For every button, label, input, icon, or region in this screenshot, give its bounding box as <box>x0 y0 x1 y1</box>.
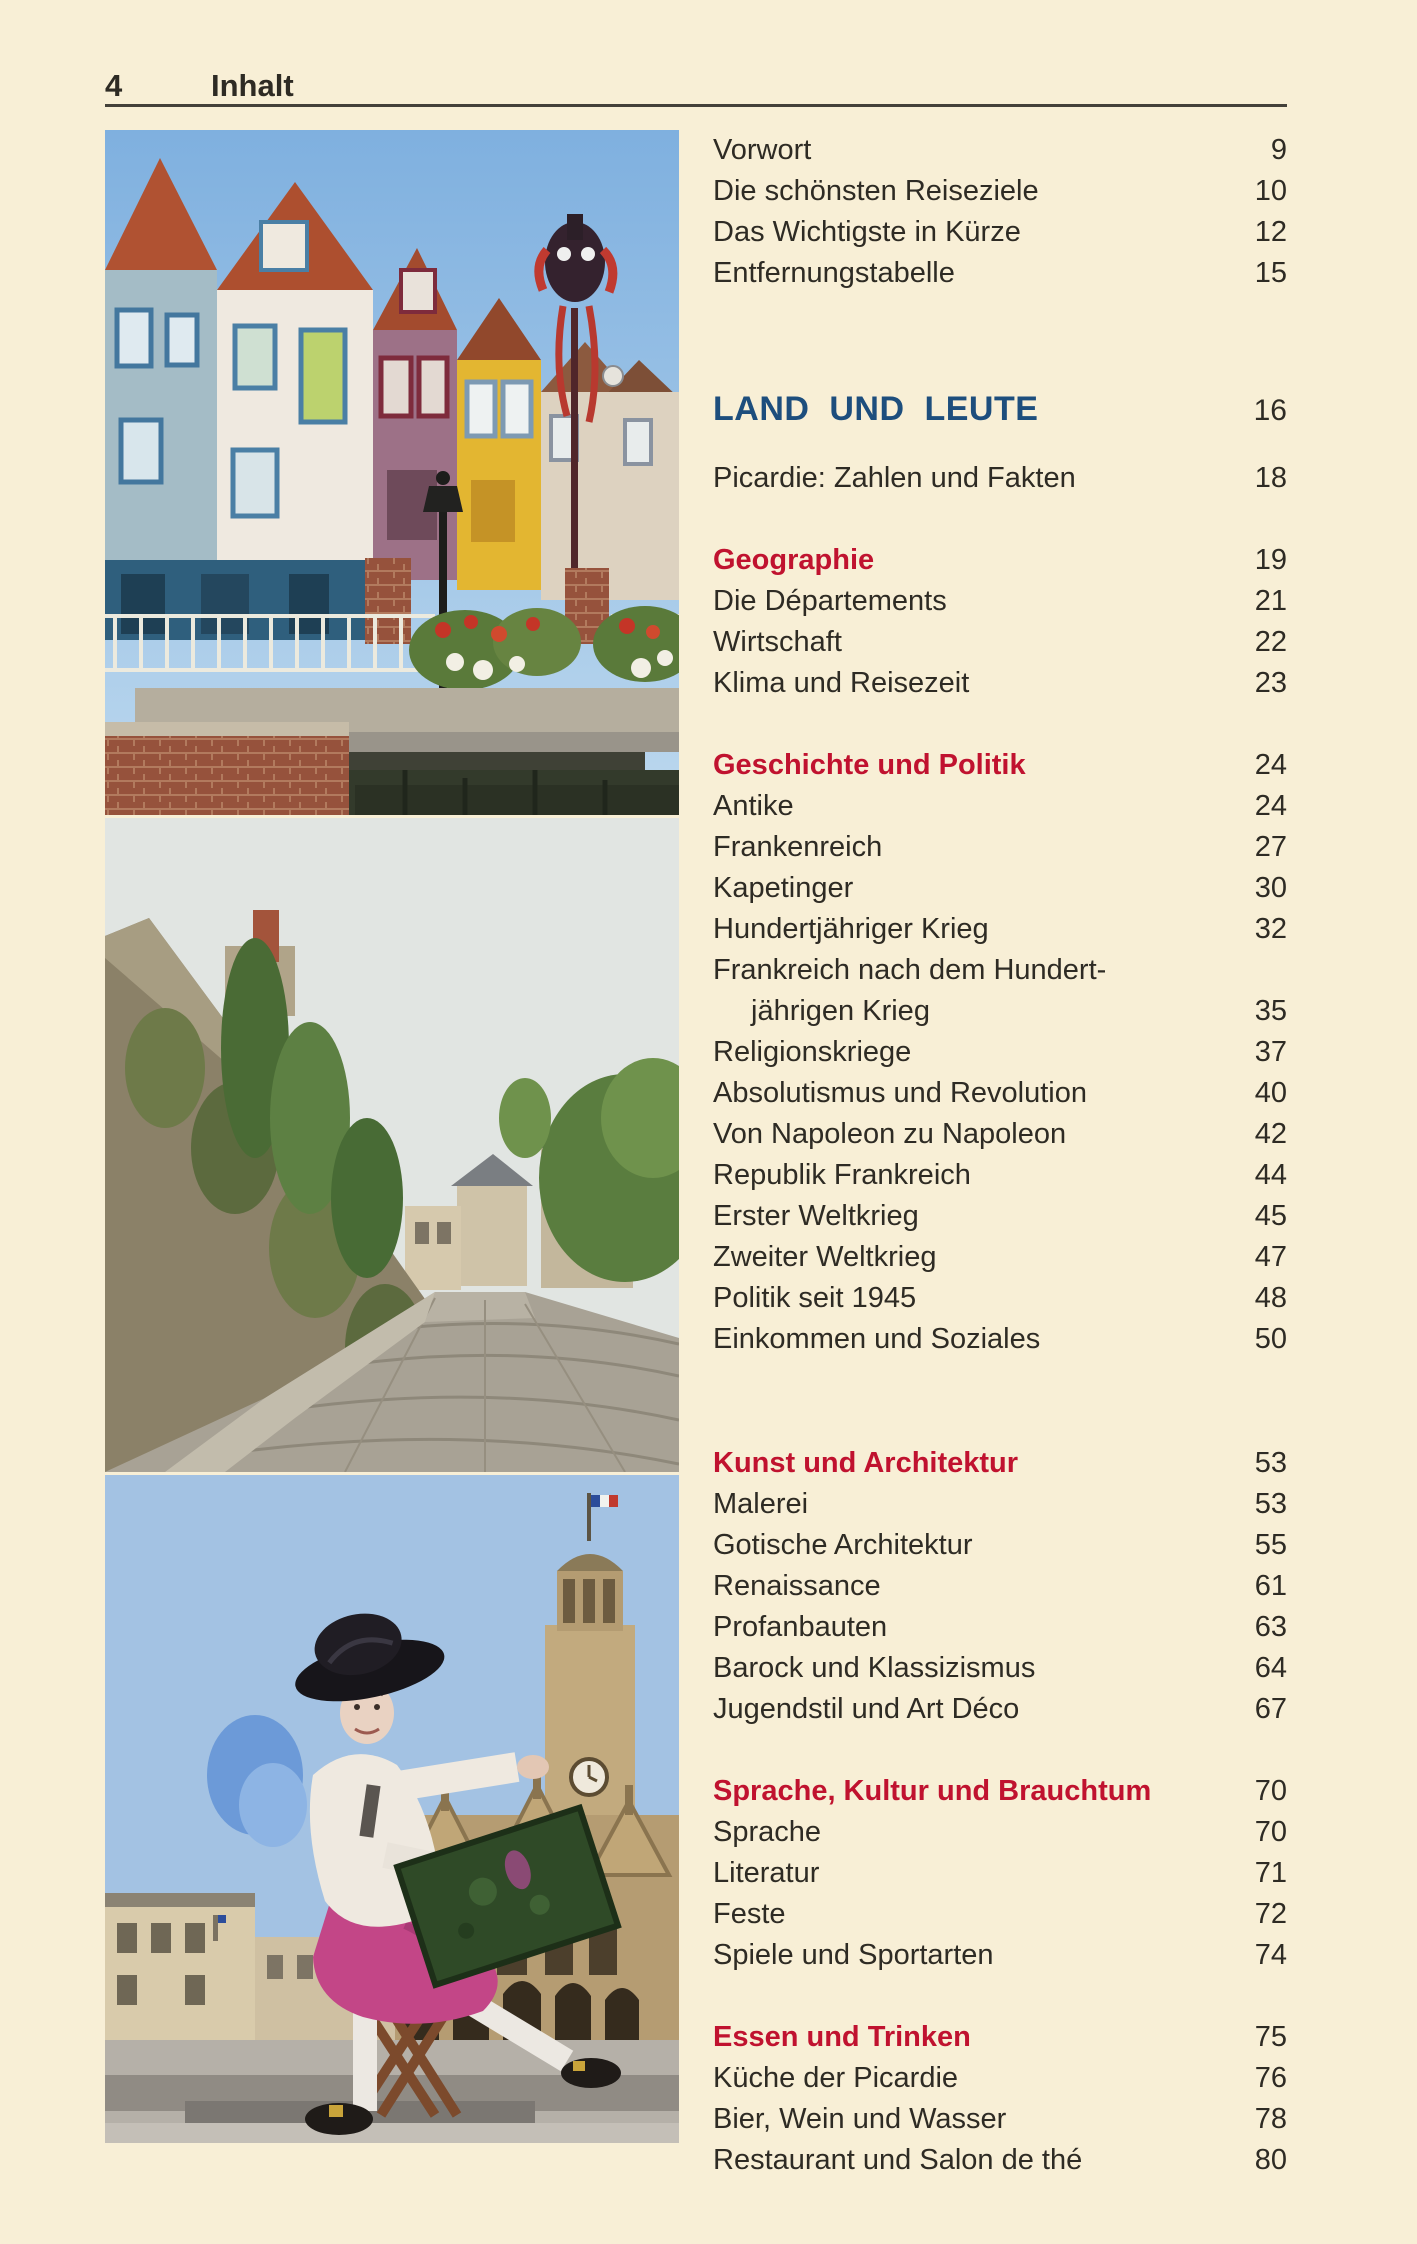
toc-entry <box>713 1319 1287 1360</box>
toc-entry-label: Restaurant und Salon de thé <box>713 2144 1083 2176</box>
toc-entry-page: 61 <box>1254 1570 1287 1602</box>
toc-entry-label: Erster Weltkrieg <box>713 1200 919 1232</box>
toc-entry <box>713 171 1287 212</box>
toc-entry-page: 22 <box>1254 626 1287 658</box>
canal-colorful-houses-photo <box>105 130 679 815</box>
toc-entry-page: 40 <box>1254 1077 1287 1109</box>
toc-entry-page: 47 <box>1254 1241 1287 1273</box>
toc-chapter-heading <box>713 2017 1287 2058</box>
chapter-heading-label: Geschichte und Politik <box>713 749 1026 781</box>
toc-entry-label: Das Wichtigste in Kürze <box>713 216 1021 248</box>
toc-entry-label: Gotische Architektur <box>713 1529 973 1561</box>
toc-entry-label: Klima und Reisezeit <box>713 667 970 699</box>
toc-entry <box>713 1648 1287 1689</box>
toc-entry-label: Sprache <box>713 1816 822 1848</box>
chapter-heading-page: 19 <box>1254 544 1287 576</box>
chapter-heading-label: Kunst und Architektur <box>713 1447 1019 1479</box>
toc-entry <box>713 950 1287 991</box>
toc-entry-label: Wirtschaft <box>713 626 842 658</box>
toc-entry-page: 18 <box>1254 462 1287 494</box>
toc-entry-page: 21 <box>1254 585 1287 617</box>
toc-entry-page: 24 <box>1254 790 1287 822</box>
toc-entry-page: 80 <box>1254 2144 1287 2176</box>
toc-entry-label: Die Départements <box>713 585 947 617</box>
toc-entry <box>713 868 1287 909</box>
statue-gothic-town-hall-photo <box>105 1475 679 2143</box>
toc-entry-page: 67 <box>1254 1693 1287 1725</box>
toc-entry <box>713 622 1287 663</box>
toc-entry <box>713 1237 1287 1278</box>
toc-entry-label: Religionskriege <box>713 1036 912 1068</box>
toc-entry-label: Bier, Wein und Wasser <box>713 2103 1007 2135</box>
toc-entry-label: Malerei <box>713 1488 809 1520</box>
toc-entry <box>713 1196 1287 1237</box>
toc-entry-page: 74 <box>1254 1939 1287 1971</box>
toc-entry-page: 23 <box>1254 667 1287 699</box>
toc-entry-label: Spiele und Sportarten <box>713 1939 994 1971</box>
chapter-heading-label: Sprache, Kultur und Brauchtum <box>713 1775 1152 1807</box>
toc-entry <box>713 1894 1287 1935</box>
toc-entry <box>713 1278 1287 1319</box>
cobbled-lane-stone-walls-photo <box>105 818 679 1472</box>
toc-entry <box>713 1114 1287 1155</box>
toc-entry-label: Vorwort <box>713 134 812 166</box>
toc-entry-page: 10 <box>1254 175 1287 207</box>
toc-entry <box>713 991 1287 1032</box>
toc-entry-page: 27 <box>1254 831 1287 863</box>
toc-entry-label: Politik seit 1945 <box>713 1282 917 1314</box>
toc-entry <box>713 130 1287 171</box>
toc-entry <box>713 2058 1287 2099</box>
toc-entry-page: 37 <box>1254 1036 1287 1068</box>
toc-entry-label: Renaissance <box>713 1570 881 1602</box>
toc-entry-page: 12 <box>1254 216 1287 248</box>
toc-section-front-matter <box>713 130 1287 294</box>
toc-entry-page: 71 <box>1254 1857 1287 1889</box>
toc-section-geographie <box>713 540 1287 704</box>
toc-entry-page: 63 <box>1254 1611 1287 1643</box>
toc-entry-page: 30 <box>1254 872 1287 904</box>
toc-section-essen-und-trinken <box>713 2017 1287 2181</box>
toc-chapter-heading <box>713 540 1287 581</box>
toc-entry <box>713 581 1287 622</box>
chapter-heading-page: 70 <box>1254 1775 1287 1807</box>
toc-entry-page: 50 <box>1254 1323 1287 1355</box>
chapter-heading-page: 75 <box>1254 2021 1287 2053</box>
toc-entry-label: Entfernungstabelle <box>713 257 955 289</box>
toc-entry-page: 64 <box>1254 1652 1287 1684</box>
toc-entry <box>713 1525 1287 1566</box>
toc-entry <box>713 253 1287 294</box>
toc-entry-page: 15 <box>1254 257 1287 289</box>
toc-entry-label: Frankreich nach dem Hundert- <box>713 954 1107 986</box>
toc-section-kunst-und-architektur <box>713 1443 1287 1730</box>
toc-entry <box>713 827 1287 868</box>
toc-entry-page: 45 <box>1254 1200 1287 1232</box>
toc-entry-label: Küche der Picardie <box>713 2062 959 2094</box>
toc-entry-label: Von Napoleon zu Napoleon <box>713 1118 1067 1150</box>
toc-entry-label: Kapetinger <box>713 872 854 904</box>
toc-entry <box>713 1607 1287 1648</box>
toc-entry <box>713 1032 1287 1073</box>
toc-entry-label: Die schönsten Reiseziele <box>713 175 1039 207</box>
toc-entry-label: Frankenreich <box>713 831 883 863</box>
toc-entry-label: Zweiter Weltkrieg <box>713 1241 937 1273</box>
toc-entry-page: 76 <box>1254 2062 1287 2094</box>
toc-chapter-heading <box>713 745 1287 786</box>
bridge-and-canal <box>105 688 679 815</box>
toc-entry <box>713 1812 1287 1853</box>
toc-entry <box>713 458 1287 499</box>
chapter-heading-page: 53 <box>1254 1447 1287 1479</box>
chapter-heading-label: Essen und Trinken <box>713 2021 971 2053</box>
chapter-heading-page: 24 <box>1254 749 1287 781</box>
toc-entry-page: 9 <box>1270 134 1287 166</box>
toc-entry-label: Republik Frankreich <box>713 1159 971 1191</box>
toc-entry-label: Jugendstil und Art Déco <box>713 1693 1020 1725</box>
toc-entry-label: Einkommen und Soziales <box>713 1323 1041 1355</box>
toc-entry <box>713 1073 1287 1114</box>
toc-entry-label: jährigen Krieg <box>751 995 930 1027</box>
toc-entry <box>713 1566 1287 1607</box>
toc-entry <box>713 1689 1287 1730</box>
toc-entry <box>713 909 1287 950</box>
toc-entry <box>713 1484 1287 1525</box>
page-number: 4 <box>105 68 123 103</box>
toc-entry <box>713 212 1287 253</box>
toc-entry-label: Antike <box>713 790 794 822</box>
toc-entry-page: 72 <box>1254 1898 1287 1930</box>
toc-entry <box>713 1155 1287 1196</box>
toc-entry-page: 48 <box>1254 1282 1287 1314</box>
toc-entry <box>713 1935 1287 1976</box>
toc-entry-label: Literatur <box>713 1857 820 1889</box>
toc-chapter-heading <box>713 1771 1287 1812</box>
toc-entry <box>713 2099 1287 2140</box>
toc-entry <box>713 786 1287 827</box>
page-title: Inhalt <box>211 68 294 103</box>
chapter-heading-label: Geographie <box>713 544 875 576</box>
toc-entry-page: 78 <box>1254 2103 1287 2135</box>
part-heading-label: LAND UND LEUTE <box>713 390 1039 428</box>
table-of-contents <box>713 130 1287 2181</box>
part-heading-page: 16 <box>1253 394 1287 427</box>
toc-chapter-heading <box>713 1443 1287 1484</box>
toc-entry-label: Barock und Klassizismus <box>713 1652 1036 1684</box>
toc-entry-page: 53 <box>1254 1488 1287 1520</box>
toc-part-heading <box>713 385 1287 433</box>
toc-entry-page: 44 <box>1254 1159 1287 1191</box>
toc-section-geschichte-und-politik <box>713 745 1287 1360</box>
toc-entry-label: Feste <box>713 1898 786 1930</box>
toc-entry-label: Absolutismus und Revolution <box>713 1077 1087 1109</box>
toc-entry-page: 55 <box>1254 1529 1287 1561</box>
toc-entry-page: 32 <box>1254 913 1287 945</box>
toc-entry-page: 35 <box>1254 995 1287 1027</box>
toc-entry-label: Hundertjähriger Krieg <box>713 913 989 945</box>
toc-entry-page: 70 <box>1254 1816 1287 1848</box>
toc-entry <box>713 663 1287 704</box>
toc-entry <box>713 2140 1287 2181</box>
toc-entry <box>713 1853 1287 1894</box>
header-rule <box>105 104 1287 107</box>
toc-section-sprache-kultur-und-brauchtum <box>713 1771 1287 1976</box>
toc-entry-page: 42 <box>1254 1118 1287 1150</box>
toc-entry-label: Profanbauten <box>713 1611 888 1643</box>
toc-entry-label: Picardie: Zahlen und Fakten <box>713 462 1076 494</box>
